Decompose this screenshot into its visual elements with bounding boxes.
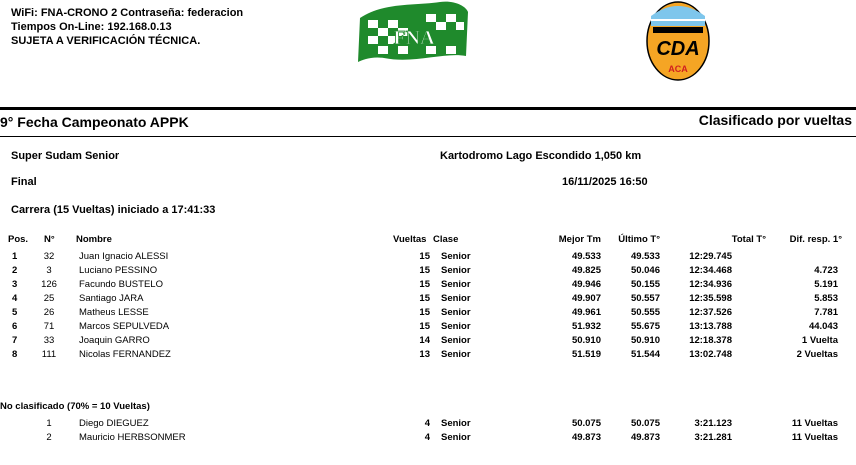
row-num: 1 xyxy=(46,418,52,429)
row-laps: 15 xyxy=(419,321,430,332)
row-total: 12:35.598 xyxy=(689,293,732,304)
row-diff: 5.191 xyxy=(814,279,838,290)
row-last: 49.533 xyxy=(630,251,660,262)
title-divider xyxy=(0,136,856,137)
row-name: Nicolas FERNANDEZ xyxy=(79,349,171,360)
row-num: 26 xyxy=(43,307,55,318)
row-last: 50.557 xyxy=(630,293,660,304)
row-name: Diego DIEGUEZ xyxy=(79,418,149,429)
row-total: 3:21.123 xyxy=(694,418,732,429)
row-num: 25 xyxy=(43,293,55,304)
row-laps: 15 xyxy=(419,265,430,276)
row-total: 12:34.468 xyxy=(689,265,732,276)
row-class: Senior xyxy=(441,307,471,318)
table-row xyxy=(0,279,856,291)
fna-logo-text: FNA xyxy=(393,27,435,49)
row-diff: 4.723 xyxy=(814,265,838,276)
event-info xyxy=(11,6,243,48)
table-row xyxy=(0,335,856,347)
row-best: 49.961 xyxy=(571,307,601,318)
row-best: 50.910 xyxy=(571,335,601,346)
row-laps: 4 xyxy=(424,418,430,429)
row-pos: 7 xyxy=(12,335,18,346)
row-name: Mauricio HERBSONMER xyxy=(79,432,186,443)
row-last: 51.544 xyxy=(630,349,660,360)
row-pos: 5 xyxy=(12,307,18,318)
row-class: Senior xyxy=(441,265,471,276)
row-num: 2 xyxy=(46,432,52,443)
row-diff: 44.043 xyxy=(808,321,838,332)
row-class: Senior xyxy=(441,293,471,304)
row-name: Luciano PESSINO xyxy=(79,265,158,276)
header-laps: Vueltas xyxy=(393,234,427,245)
table-row xyxy=(0,251,856,263)
row-total: 12:18.378 xyxy=(689,335,732,346)
row-class: Senior xyxy=(441,251,471,262)
row-laps: 13 xyxy=(419,349,430,360)
header-num: N° xyxy=(44,234,55,245)
table-row xyxy=(0,307,856,319)
header-name: Nombre xyxy=(76,234,112,245)
row-best: 49.533 xyxy=(571,251,601,262)
row-pos: 4 xyxy=(12,293,18,304)
row-last: 55.675 xyxy=(630,321,660,332)
table-row xyxy=(0,321,856,333)
row-name: Joaquin GARRO xyxy=(79,335,150,346)
row-laps: 14 xyxy=(419,335,430,346)
row-num: 111 xyxy=(41,349,57,360)
row-best: 50.075 xyxy=(571,418,601,429)
table-row xyxy=(0,349,856,361)
row-num: 3 xyxy=(46,265,52,276)
row-total: 12:34.936 xyxy=(689,279,732,290)
technical-check-notice: SUJETA A VERIFICACIÓN TÉCNICA. xyxy=(11,35,201,47)
table-row xyxy=(0,265,856,277)
row-total: 12:29.745 xyxy=(689,251,732,262)
fna-logo xyxy=(354,0,472,64)
category-label: Super Sudam Senior xyxy=(11,150,120,162)
row-num: 32 xyxy=(43,251,55,262)
row-last: 50.910 xyxy=(630,335,660,346)
row-total: 12:37.526 xyxy=(689,307,732,318)
row-name: Santiago JARA xyxy=(79,293,144,304)
cda-logo-text: CDA xyxy=(656,38,700,60)
row-total: 13:02.748 xyxy=(689,349,732,360)
datetime-label: 16/11/2025 16:50 xyxy=(562,176,648,188)
row-diff: 7.781 xyxy=(814,307,838,318)
row-name: Marcos SEPULVEDA xyxy=(79,321,170,332)
row-last: 50.075 xyxy=(630,418,660,429)
row-diff: 5.853 xyxy=(814,293,838,304)
row-best: 49.907 xyxy=(571,293,601,304)
row-best: 51.519 xyxy=(571,349,601,360)
row-last: 50.155 xyxy=(630,279,660,290)
row-best: 49.946 xyxy=(571,279,601,290)
online-times-info: Tiempos On-Line: 192.168.0.13 xyxy=(11,21,172,33)
header-best: Mejor Tm xyxy=(558,234,601,245)
row-name: Juan Ignacio ALESSI xyxy=(79,251,169,262)
row-diff: 11 Vueltas xyxy=(791,432,838,443)
cda-logo xyxy=(645,0,711,82)
row-last: 49.873 xyxy=(630,432,660,443)
row-num: 33 xyxy=(43,335,55,346)
header-diff: Dif. resp. 1° xyxy=(789,234,842,245)
row-laps: 15 xyxy=(419,293,430,304)
race-info-label: Carrera (15 Vueltas) iniciado a 17:41:33 xyxy=(11,204,216,216)
classification-mode: Clasificado por vueltas xyxy=(698,112,852,128)
row-num: 126 xyxy=(41,279,57,290)
row-last: 50.555 xyxy=(630,307,660,318)
wifi-info: WiFi: FNA-CRONO 2 Contraseña: federacion xyxy=(11,7,244,19)
row-class: Senior xyxy=(441,349,471,360)
row-class: Senior xyxy=(441,321,471,332)
row-best: 51.932 xyxy=(571,321,601,332)
row-best: 49.825 xyxy=(571,265,601,276)
row-total: 13:13.788 xyxy=(689,321,732,332)
row-laps: 15 xyxy=(419,279,430,290)
header-last: Último T° xyxy=(618,234,660,245)
row-pos: 2 xyxy=(12,265,18,276)
table-row xyxy=(0,418,856,430)
venue-label: Kartodromo Lago Escondido 1,050 km xyxy=(440,150,642,162)
header-divider xyxy=(0,107,856,110)
row-class: Senior xyxy=(441,335,471,346)
row-laps: 15 xyxy=(419,307,430,318)
row-pos: 6 xyxy=(12,321,18,332)
row-pos: 1 xyxy=(12,251,18,262)
row-diff: 1 Vuelta xyxy=(801,335,838,346)
row-diff: 2 Vueltas xyxy=(796,349,838,360)
row-laps: 15 xyxy=(419,251,430,262)
header-pos: Pos. xyxy=(8,234,29,245)
session-label: Final xyxy=(11,176,37,188)
row-class: Senior xyxy=(441,418,471,429)
not-classified-title: No clasificado (70% = 10 Vueltas) xyxy=(0,401,150,412)
table-row xyxy=(0,432,856,444)
row-name: Matheus LESSE xyxy=(79,307,149,318)
row-laps: 4 xyxy=(424,432,430,443)
page-title: 9° Fecha Campeonato APPK xyxy=(0,114,189,130)
row-last: 50.046 xyxy=(630,265,660,276)
row-num: 71 xyxy=(43,321,55,332)
aca-logo-text: ACA xyxy=(668,64,688,74)
row-class: Senior xyxy=(441,432,471,443)
row-pos: 8 xyxy=(12,349,18,360)
row-best: 49.873 xyxy=(571,432,601,443)
row-pos: 3 xyxy=(12,279,18,290)
row-class: Senior xyxy=(441,279,471,290)
header-total: Total T° xyxy=(731,234,766,245)
header-class: Clase xyxy=(433,234,459,245)
row-diff: 11 Vueltas xyxy=(791,418,838,429)
row-name: Facundo BUSTELO xyxy=(79,279,163,290)
row-total: 3:21.281 xyxy=(694,432,732,443)
table-row xyxy=(0,293,856,305)
